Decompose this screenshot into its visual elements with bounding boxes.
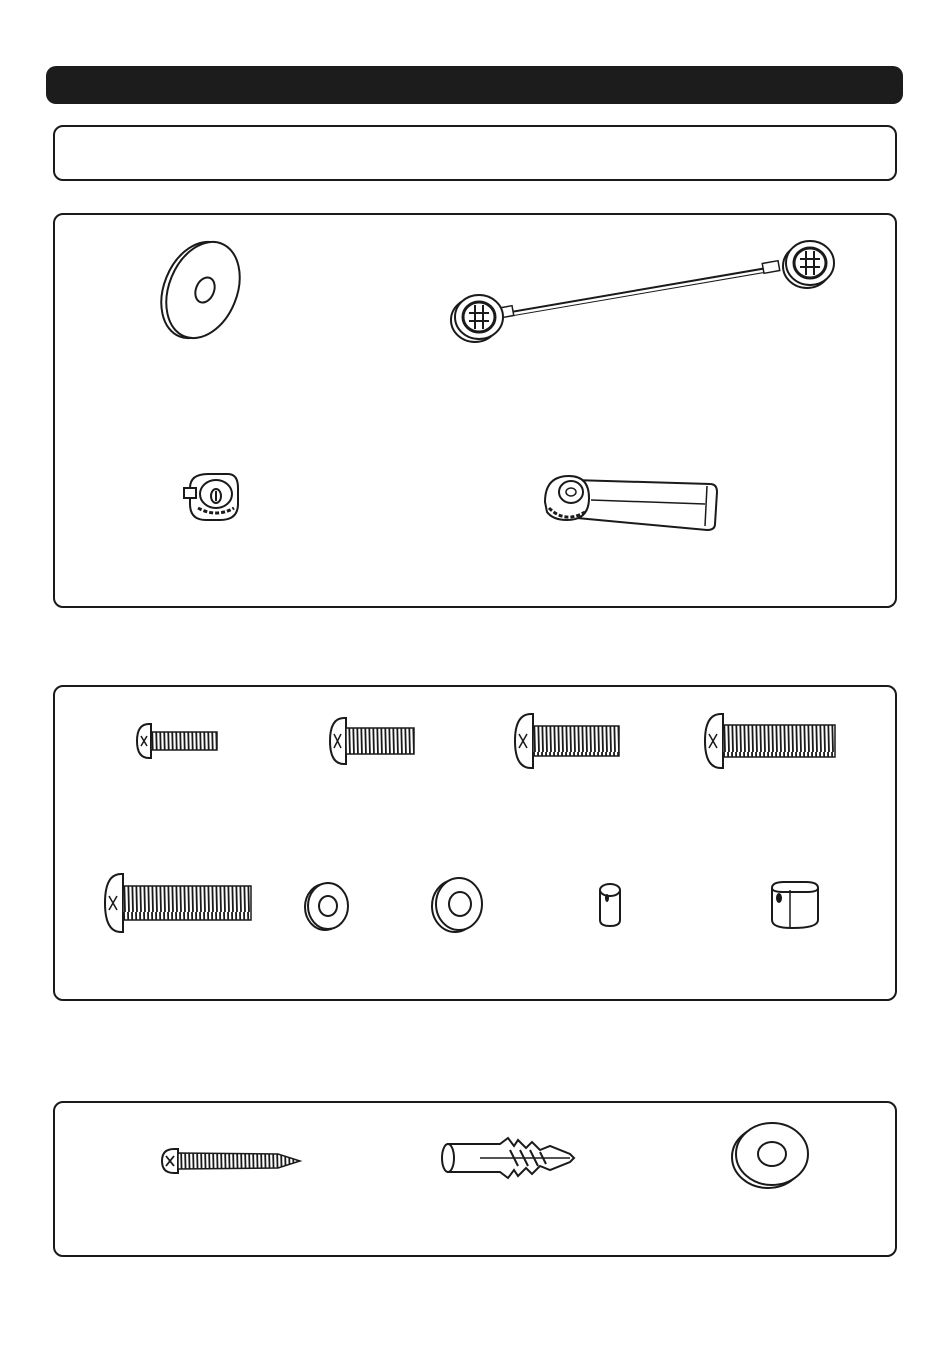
washer-icon (155, 238, 247, 342)
bolt-icon (328, 716, 418, 766)
bolt-icon (103, 872, 255, 934)
spacer-icon (770, 880, 822, 930)
cam-icon (180, 470, 246, 526)
spacer-icon (598, 882, 622, 928)
bolt-icon (135, 722, 220, 760)
cam-rod-icon (445, 235, 840, 345)
bolt-icon (513, 712, 623, 770)
anchor-icon (440, 1132, 580, 1182)
washer-icon (430, 876, 486, 934)
washer-icon (303, 880, 351, 932)
washer-icon (730, 1120, 812, 1190)
bolt-icon (703, 712, 838, 770)
cam-key-icon (535, 468, 730, 538)
wood-screw-icon (160, 1147, 305, 1175)
header-bar (46, 66, 903, 104)
subtitle-box (53, 125, 897, 181)
